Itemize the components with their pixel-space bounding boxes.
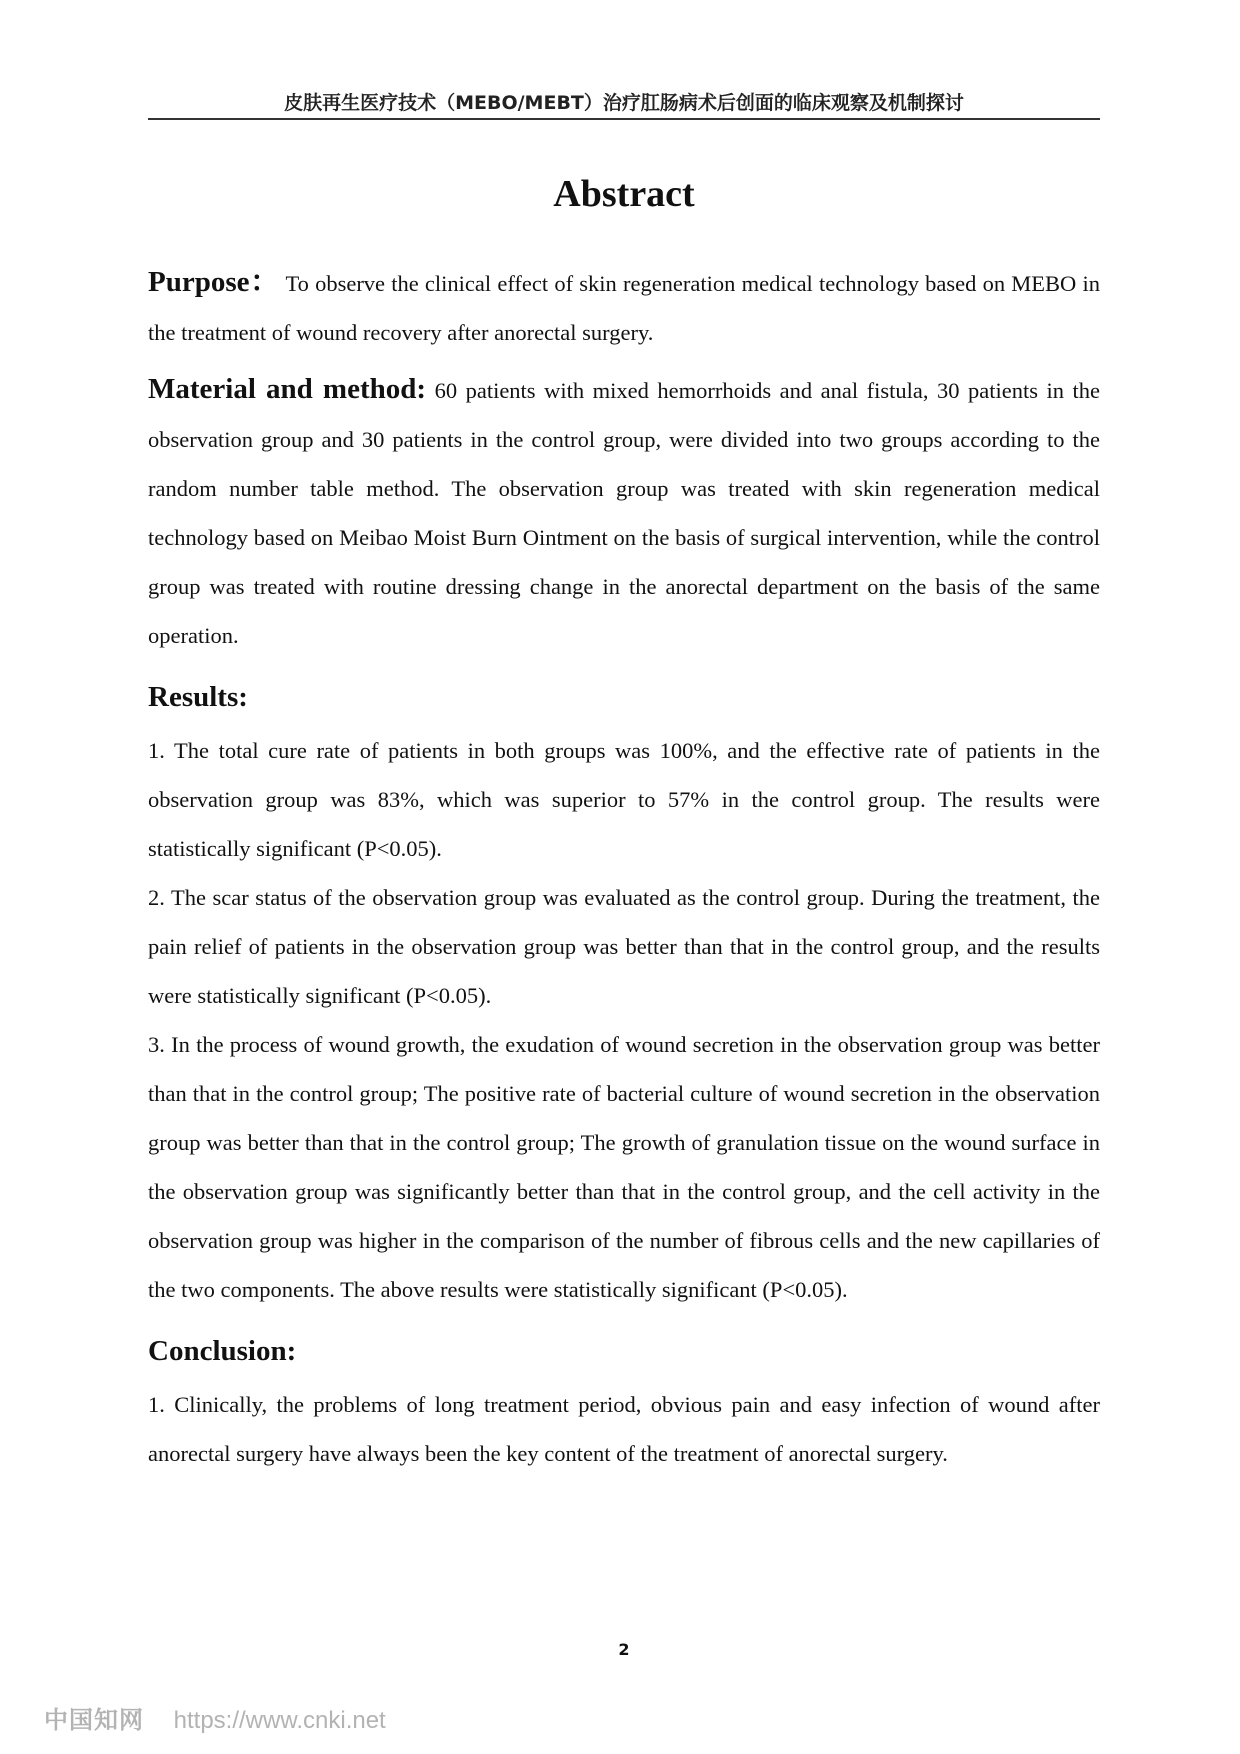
page-number: 2	[618, 1640, 630, 1659]
method-text: 60 patients with mixed hemorrhoids and anal fistula, 30 patients in the observation group and 30 patients in the control group, were divided into two groups according to the random number table method. The observation group was treated with skin regeneration medical technology based on Meibao Moist Burn Ointment on the basis of surgical intervention, while the control group was treated with routine dressing change in the anorectal department on the basis of the same operation.	[148, 378, 1100, 648]
header-rule	[148, 118, 1100, 120]
purpose-label: Purpose：	[148, 266, 280, 298]
cnki-watermark	[44, 1700, 386, 1735]
cnki-logo: 中国知网	[44, 1706, 144, 1734]
purpose-text: To observe the clinical effect of skin regeneration medical technology based on MEBO in the treatment of wound recovery after anorectal surgery.	[148, 271, 1101, 345]
results-item: 1. The total cure rate of patients in both groups was 100%, and the effective rate of patients in the observation group was 83%, which was superior to 57% in the control group. The results were statistically significant (P<0.05).	[148, 738, 1100, 861]
page-title: Abstract	[553, 173, 695, 215]
method-label: Material and method:	[148, 373, 427, 405]
conclusion-item: 1. Clinically, the problems of long treatment period, obvious pain and easy infection of wound after anorectal surgery have always been the key content of the treatment of anorectal surgery.	[148, 1392, 1100, 1466]
conclusion-heading: Conclusion:	[148, 1335, 297, 1367]
running-header: 皮肤再生医疗技术（MEBO/MEBT）治疗肛肠病术后创面的临床观察及机制探讨	[284, 92, 964, 114]
method-paragraph	[148, 365, 1100, 660]
results-item: 3. In the process of wound growth, the exudation of wound secretion in the observation group was better than that in the control group; The positive rate of bacterial culture of wound secretion in the observation group was better than that in the control group; The growth of granulation tissue on the wound surface in the observation group was significantly better than that in the control group, and the cell activity in the observation group was higher in the comparison of the number of fibrous cells and the new capillaries of the two components. The above results were statistically significant (P<0.05).	[148, 1032, 1100, 1302]
results-item: 2. The scar status of the observation group was evaluated as the control group. During the treatment, the pain relief of patients in the observation group was better than that in the control group, and the results were statistically significant (P<0.05).	[148, 885, 1100, 1008]
results-heading: Results:	[148, 681, 248, 713]
cnki-url: https://www.cnki.net	[173, 1707, 386, 1734]
abstract-body	[148, 258, 1100, 1478]
purpose-paragraph	[148, 258, 1100, 357]
